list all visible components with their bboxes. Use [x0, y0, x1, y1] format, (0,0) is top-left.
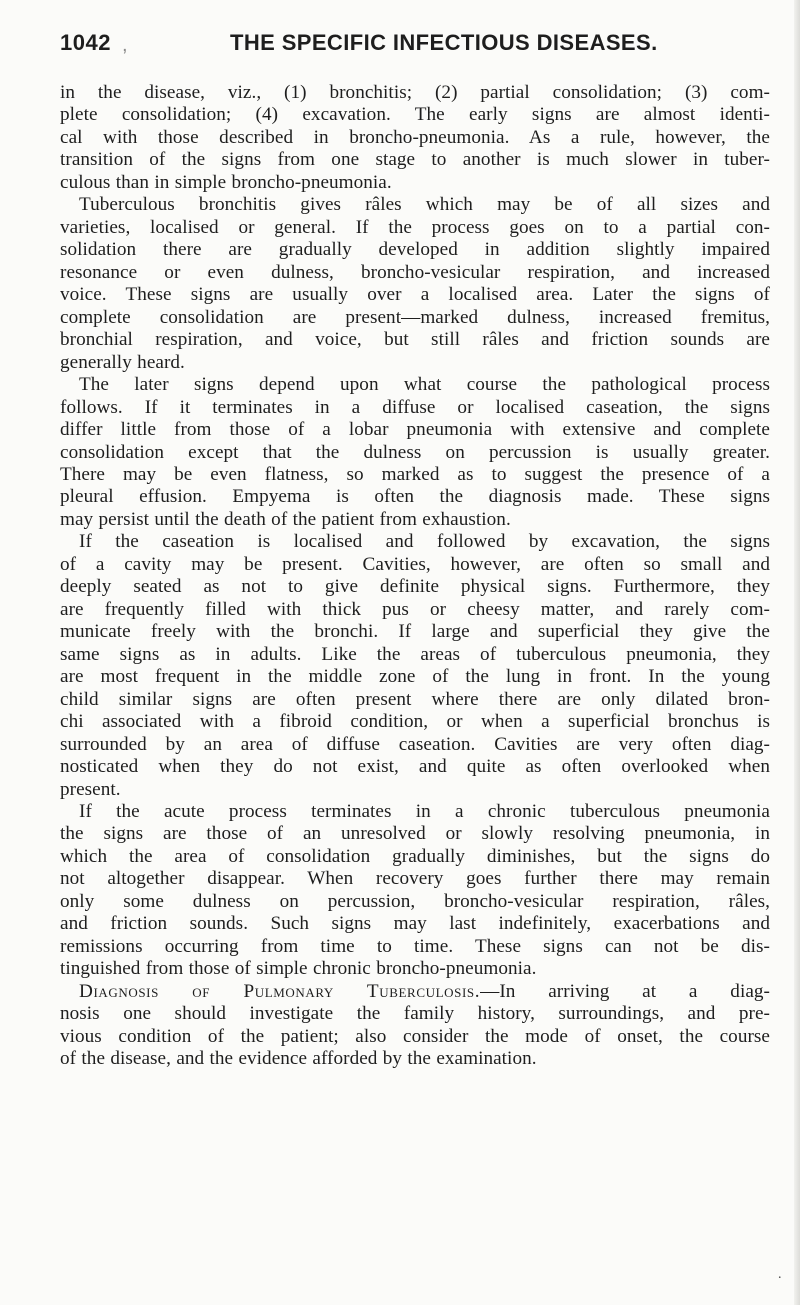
text-line: are frequently filled with thick pus or cheesy matter, and rarely com- — [60, 598, 770, 620]
paragraph-start: Tuberculous bronchitis gives râles which may be of all sizes and — [79, 194, 770, 216]
paragraph-start: If the acute process terminates in a chronic tuberculous pneumonia — [79, 801, 770, 822]
text-line: and friction sounds. Such signs may last indefinitely, exacerbations and — [60, 913, 770, 935]
text-line: differ little from those of a lobar pneumonia with extensive and complete — [60, 419, 770, 441]
text-line: remissions occurring from time to time. These signs can not be dis- — [60, 935, 770, 957]
section-heading-line — [60, 981, 770, 1003]
text-line: generally heard. — [60, 351, 185, 373]
text-line: of the disease, and the evidence afforded by the examination. — [60, 1048, 537, 1070]
text-line: child similar signs are often present where there are only dilated bron- — [60, 688, 770, 710]
text-line: resonance or even dulness, broncho-vesicular respiration, and increased — [60, 261, 770, 283]
page-edge-shadow — [794, 0, 800, 1305]
text-line: transition of the signs from one stage to another is much slower in tuber- — [60, 149, 770, 171]
text-line: present. — [60, 778, 121, 800]
text-line: same signs as in adults. Like the areas of tuberculous pneumonia, they — [60, 643, 770, 665]
text-line: There may be even flatness, so marked as to suggest the presence of a — [60, 463, 770, 485]
text-line: follows. If it terminates in a diffuse or localised caseation, the signs — [60, 396, 770, 418]
text-line: consolidation except that the dulness on percussion is usually greater. — [60, 441, 770, 463]
text-line: tinguished from those of simple chronic broncho-pneumonia. — [60, 958, 537, 980]
text-line: which the area of consolidation gradually diminishes, but the signs do — [60, 845, 770, 867]
text-line: chi associated with a fibroid condition, or when a superficial bronchus is — [60, 711, 770, 733]
text-line: plete consolidation; (4) excavation. The early signs are almost identi- — [60, 104, 770, 126]
text-line: nosticated when they do not exist, and quite as often overlooked when — [60, 756, 770, 778]
margin-mark: . — [778, 1267, 782, 1282]
text-line: vious condition of the patient; also consider the mode of onset, the course — [60, 1025, 770, 1047]
text-line: surrounded by an area of diffuse caseation. Cavities are very often diag- — [60, 733, 770, 755]
running-head — [60, 30, 760, 60]
text-line: varieties, localised or general. If the process goes on to a partial con- — [60, 216, 770, 238]
section-heading: Diagnosis of Pulmonary Tuberculosis. — [79, 980, 481, 1002]
text-line: not altogether disappear. When recovery goes further there may remain — [60, 868, 770, 890]
section-heading-text: —In arriving at a diag- — [480, 980, 770, 1002]
text-line: in the disease, viz., (1) bronchitis; (2) partial consolidation; (3) com- — [60, 82, 770, 103]
paragraph-start: The later signs depend upon what course the pathological process — [79, 374, 770, 396]
text-line: cal with those described in broncho-pneumonia. As a rule, however, the — [60, 126, 770, 148]
text-line: municate freely with the bronchi. If large and superficial they give the — [60, 621, 770, 643]
text-line: may persist until the death of the patient from exhaustion. — [60, 508, 511, 530]
paragraph-start: If the caseation is localised and followed by excavation, the signs — [79, 531, 770, 553]
page-number: 1042 — [60, 30, 111, 55]
text-line: bronchial respiration, and voice, but still râles and friction sounds are — [60, 329, 770, 351]
text-line: pleural effusion. Empyema is often the diagnosis made. These signs — [60, 486, 770, 508]
text-line: of a cavity may be present. Cavities, however, are often so small and — [60, 553, 770, 575]
text-line: are most frequent in the middle zone of the lung in front. In the young — [60, 666, 770, 688]
text-line: the signs are those of an unresolved or slowly resolving pneumonia, in — [60, 823, 770, 845]
chapter-title: THE SPECIFIC INFECTIOUS DISEASES. — [230, 30, 658, 55]
text-line: complete consolidation are present—marked dulness, increased fremitus, — [60, 306, 770, 328]
text-line: deeply seated as not to give definite physical signs. Furthermore, they — [60, 576, 770, 598]
page-number-mark: , — [122, 34, 128, 56]
text-line: culous than in simple broncho-pneumonia. — [60, 171, 392, 193]
text-line: only some dulness on percussion, broncho-vesicular respiration, râles, — [60, 890, 770, 912]
text-line: voice. These signs are usually over a localised area. Later the signs of — [60, 284, 770, 306]
text-line: solidation there are gradually developed in addition slightly impaired — [60, 239, 770, 261]
text-line: nosis one should investigate the family history, surroundings, and pre- — [60, 1003, 770, 1025]
body-text — [60, 82, 770, 1071]
